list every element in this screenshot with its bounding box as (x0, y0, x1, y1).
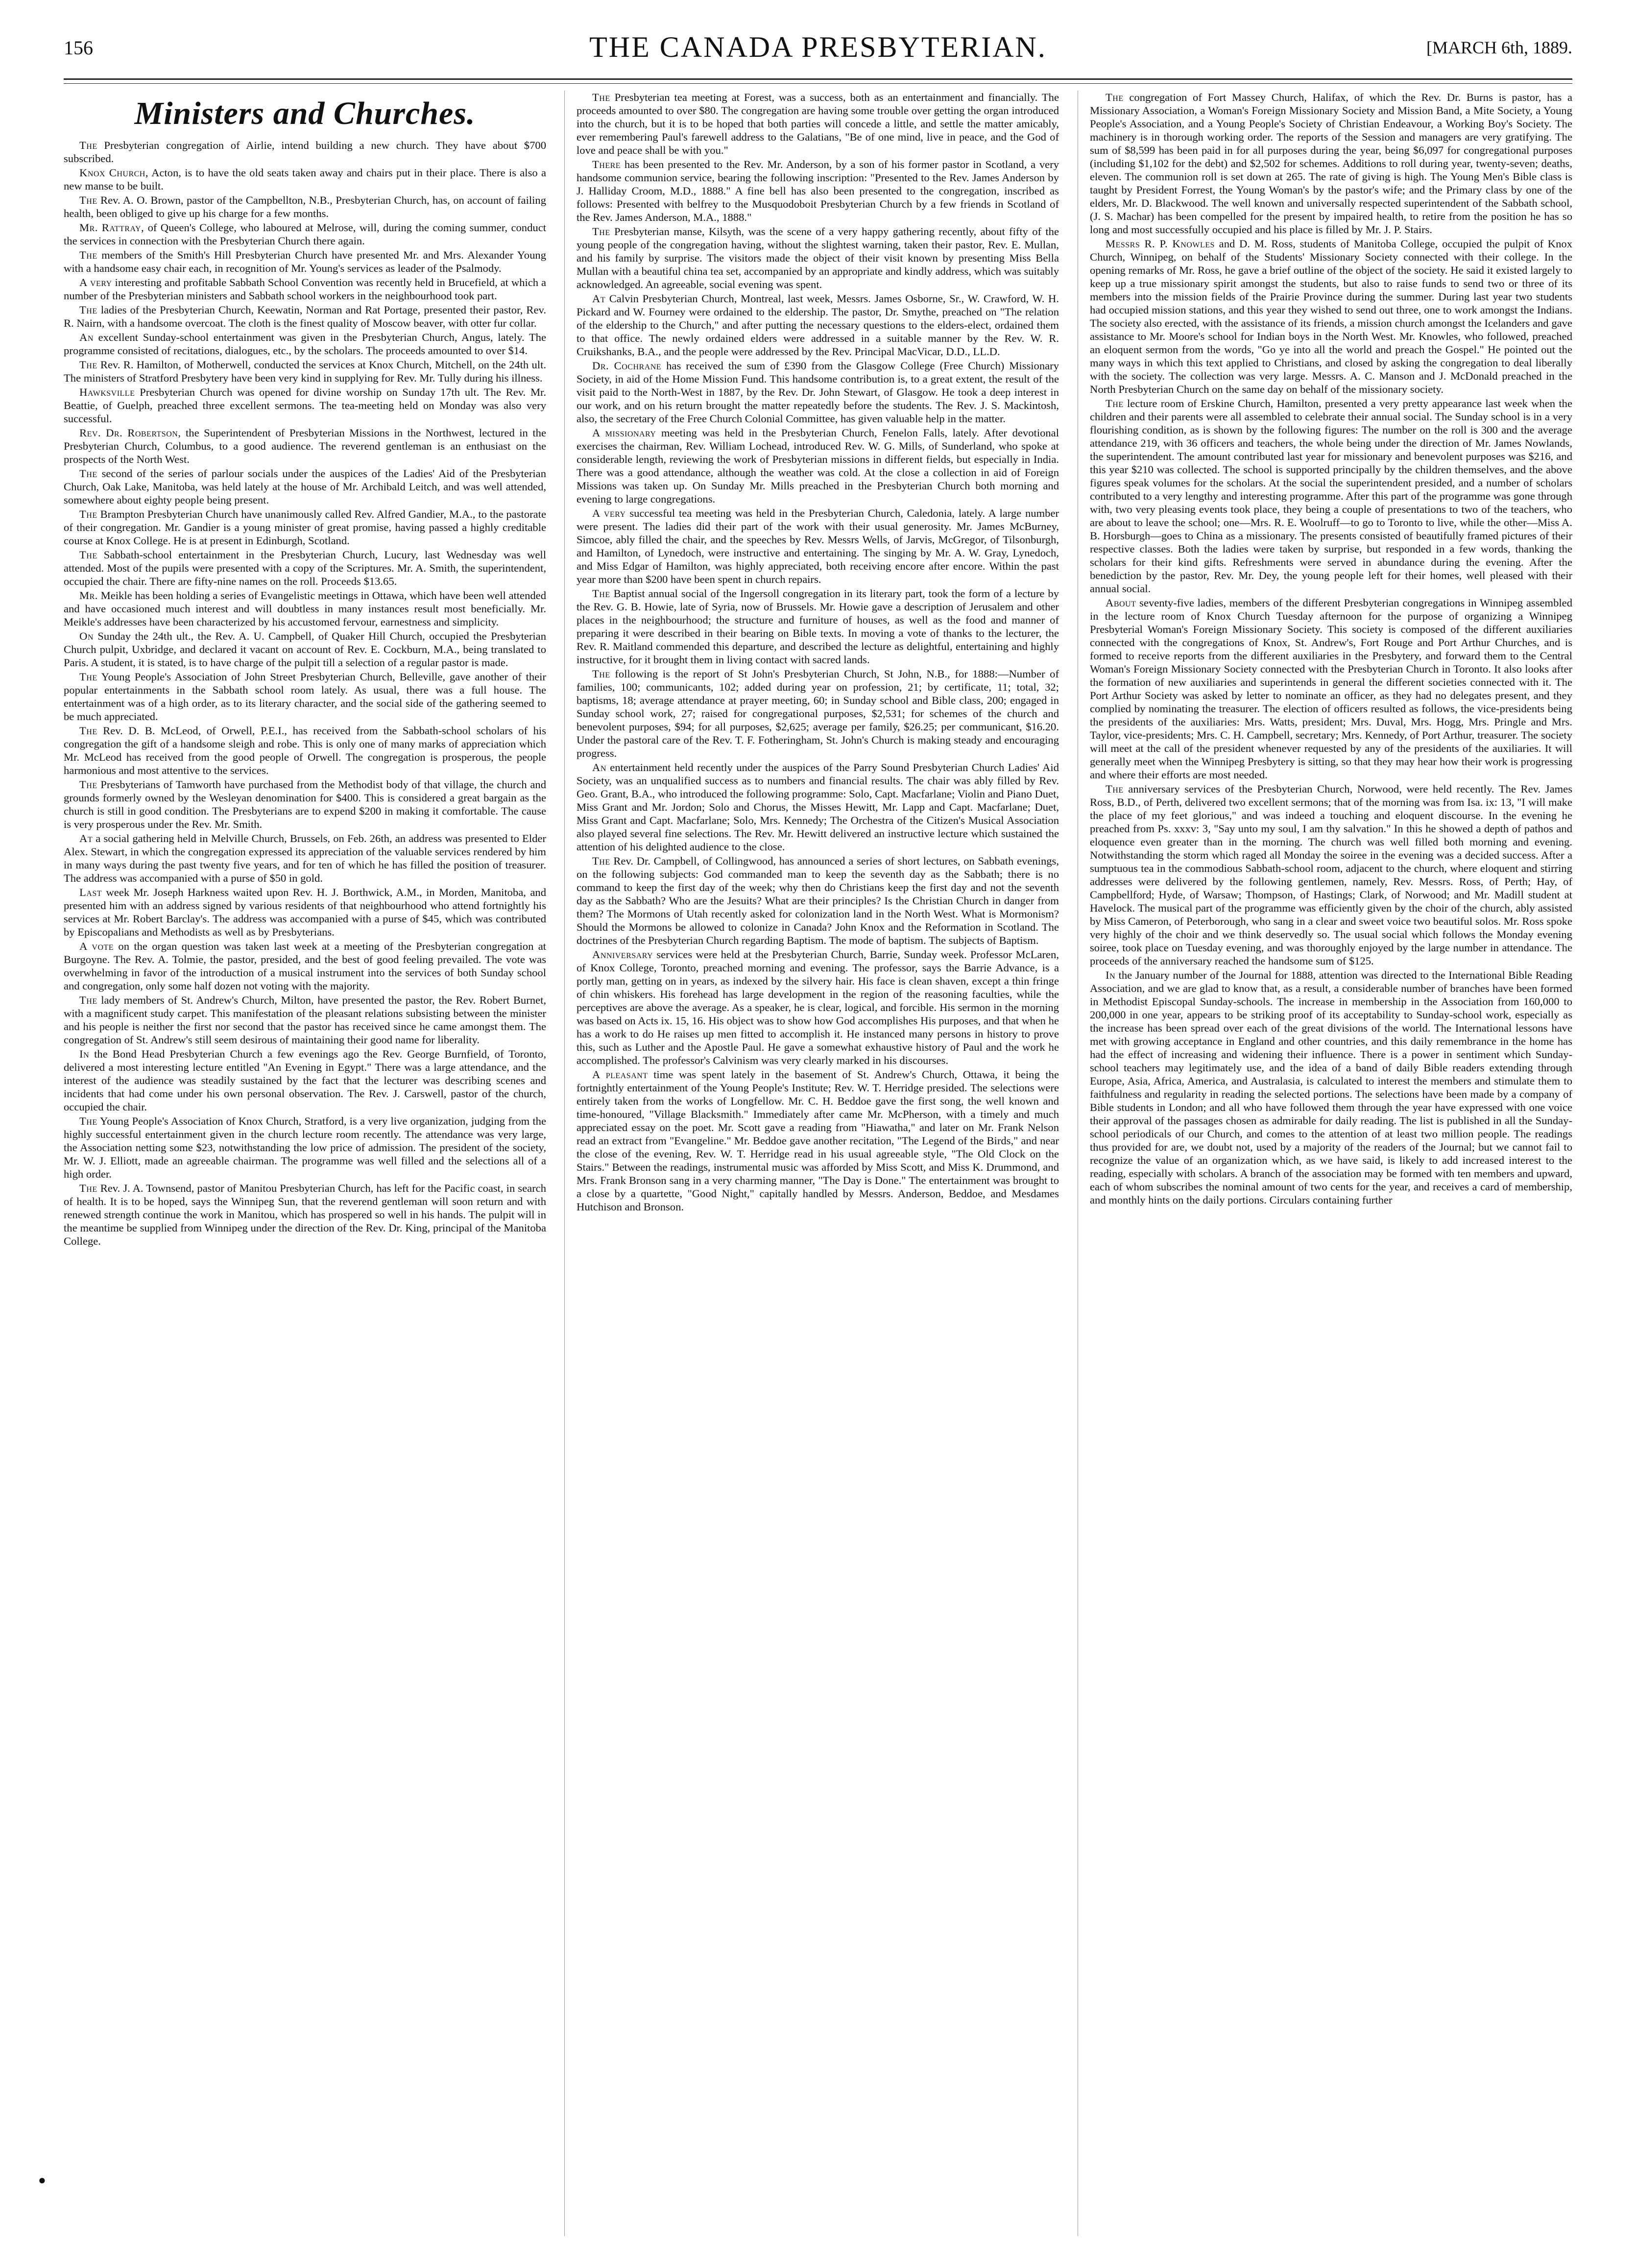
news-item-lead: In (1106, 969, 1116, 981)
news-item (577, 761, 1059, 853)
news-item (64, 276, 546, 302)
news-item (64, 358, 546, 385)
news-item-text: of Queen's College, who laboured at Melrose, will, during the coming summer, conduct the services in connection with the Presbyterian Church there again. (64, 221, 546, 247)
news-item (64, 993, 546, 1046)
news-item-text: services were held at the Presbyterian Church, Barrie, Sunday week. Professor McLaren, of Knox College, Toronto, preached morning and evening. The professor, says the Barrie Advance, is a portly man, getting on in years, as indexed by the silvery hair. His face is clean shaven, except a thin fringe of chin whiskers. His forehead has large development in the region of the reasoning faculties, while the perceptives are above the average. As a speaker, he is clear, logical, and forcible. His sermon in the morning was based on Acts ix. 15, 16. His object was to show how God accomplishes His purposes, and that when he has a work to do He raises up men fitted to accomplish it. He instanced many persons in history to prove this, such as Luther and the Apostle Paul. He gave a somewhat exhaustive history of Paul and the work he accomplished. The professor's Calvinism was very clearly marked in his discourses. (577, 948, 1059, 1066)
news-item-text: lady members of St. Andrew's Church, Milton, have presented the pastor, the Rev. Robert Burnet, with a magnificent study carpet. This manifestation of the pleasant relations subsisting between the minister and his people is neither the first nor second that the pastor has received since he came amongst them. The congregation of St. Andrew's still seem desirous of maintaining their good name for liberality. (64, 994, 546, 1046)
news-item-lead: Knox Church, (79, 167, 149, 179)
news-item (64, 724, 546, 777)
column-divider (564, 91, 565, 2236)
news-item-text: Rev. Dr. Campbell, of Collingwood, has announced a series of short lectures, on Sabbath evenings, on the following subjects: God commanded man to keep the seventh day as the Sabbath; there is no command to keep the first day of the week; why then do Christians keep the first day and not the seventh day as the Sabbath? Who are the Jesuits? What are their principles? Is the Christian Church in danger from them? The Mormons of Utah recently asked for colonization land in the North West. What is Mormonism? Should the Mormons be allowed to colonize in Canada? John Knox and the Reformation in Scotland. The doctrines of the Presbyterian Church regarding Baptism. The mode of baptism. The subjects of Baptism. (577, 855, 1059, 946)
news-item-text: Rev. R. Hamilton, of Motherwell, conducted the services at Knox Church, Mitchell, on the 24th ult. The ministers of Stratford Presbytery have been very kind in supplying for Rev. Mr. Tully during his illness. (64, 359, 546, 384)
news-item (577, 587, 1059, 666)
news-item-text: Presbyterians of Tamworth have purchased from the Methodist body of that village, the church and grounds formerly owned by the Wesleyan denomination for $400. This is considered a great bargain as the church is still in good condition. The Presbyterians are to expend $200 in making it comfortable. The cause is very prosperous under the Rev. Mr. Smith. (64, 778, 546, 830)
news-item-text: Rev. J. A. Townsend, pastor of Manitou Presbyterian Church, has left for the Pacific coast, in search of health. It is to be hoped, says the Winnipeg Sun, that the reverend gentleman will soon return and with renewed strength continue the work in Manitou, which has prospered so well in his hands. The pulpit will in the meantime be supplied from Winnipeg under the direction of the Rev. Dr. King, principal of the Manitoba College. (64, 1182, 546, 1247)
column-2-body (577, 91, 1059, 1213)
news-item-lead: The (79, 1182, 97, 1194)
news-item-lead: The (79, 508, 97, 520)
news-item (1090, 397, 1572, 595)
news-item (577, 507, 1059, 586)
news-item-lead: A pleasant (592, 1068, 648, 1081)
news-item-text: Meikle has been holding a series of Evangelistic meetings in Ottawa, which have been well attended and have occasioned much interest and will doubtless in many instances result most beneficially. Mr. Meikle's addresses have been characterized by his accustomed fervour, earnestness and simplicity. (64, 589, 546, 628)
news-item-text: time was spent lately in the basement of St. Andrew's Church, Ottawa, it being the fortnightly entertainment of the Young People's Institute; Rev. W. T. Herridge presided. The selections were entirely taken from the works of Longfellow. Mr. C. H. Beddoe gave the first song, the well known and time-honoured, "Village Blacksmith." Immediately after came Mr. McPherson, with a timely and much appreciated essay on the poet. Mr. Scott gave a reading from "Hiawatha," and later on Mr. Frank Nelson read an extract from "Evangeline." Mr. Beddoe gave another recitation, "The Legend of the Birds," and near the close of the evening, Rev. W. T. Herridge read in his usual agreeable style, "The Old Clock on the Stairs." Between the readings, instrumental music was afforded by Miss Scott, and Miss K. Drummond, and Mrs. Frank Bronson sang in a very charming manner, "The Day is Done." The entertainment was brought to a close by a quartette, "Good Night," capitally handled by Messrs. Anderson, Beddoe, and Mesdames Hutchison and Bronson. (577, 1068, 1059, 1213)
news-item-text: has received the sum of £390 from the Glasgow College (Free Church) Missionary Society, in aid of the Home Mission Fund. This handsome contribution is, to a great extent, the result of the visit paid to the North-West in 1887, by the Rev. Dr. John Stewart, of Glasgow. He took a deep interest in our work, and on his return brought the matter repeatedly before the students. The Rev. J. S. Mackintosh, also, the secretary of the Free Church Colonial Committee, has given valuable help in the matter. (577, 360, 1059, 425)
news-item-lead: Anniversary (592, 948, 653, 961)
news-item (64, 166, 546, 193)
news-item-lead: Mr. (79, 589, 98, 602)
news-item (577, 158, 1059, 224)
news-item (577, 1068, 1059, 1213)
news-item (64, 1047, 546, 1113)
news-item-lead: The (79, 194, 97, 206)
news-item-text: week Mr. Joseph Harkness waited upon Rev. H. J. Borthwick, A.M., in Morden, Manitoba, and presented him with an address signed by various residents of that neighbourhood who attend fortnightly his services at Mr. Robert Barclay's. The address was accompanied with a purse of $45, which was contributed by Episcopalians and Methodists as well as by Presbyterians. (64, 886, 546, 938)
news-item-text: lecture room of Erskine Church, Hamilton, presented a very pretty appearance last week when the children and their parents were all assembled to celebrate their annual social. The Sunday school is in a very flourishing condition, as is shown by the following figures: The number on the roll is 300 and the average attendance 219, with 36 officers and teachers, the whole being under the direction of Mr. James Nowlands, the superintendent. The amount contributed last year for missionary and benevolent purposes was $216, and this year $210 was collected. The school is supported principally by the children themselves, and the above figures speak volumes for the scholars. At the social the superintendent presided, and a number of scholars contributed to a very lengthy and interesting programme. After this part of the programme was gone through with, two very pleasing events took place, they being a couple of presentations to two of the teachers, who are about to leave the school; one—Mrs. R. E. Woolruff—to go to Toronto to live, while the other—Miss A. B. Horsburgh—goes to China as a missionary. The presents consisted of beautifully framed pictures of their respective classes. Both the ladies were taken by surprise, but responded in a few words, thanking the scholars for their kind gifts. Refreshments were served in abundance during the evening. After the benediction by the pastor, Rev. Mr. Dey, the young people left for their homes, well pleased with their annual social. (1090, 397, 1572, 595)
header-rule-thin (64, 83, 1572, 84)
news-item-text: excellent Sunday-school entertainment was given in the Presbyterian Church, Angus, lately. The programme consisted of recitations, dialogues, etc., by the scholars. The proceeds amounted to over $14. (64, 331, 546, 357)
news-item (64, 386, 546, 425)
news-item (64, 1114, 546, 1181)
news-item (64, 940, 546, 992)
news-item-lead: In (79, 1048, 90, 1060)
news-item-lead: The (79, 304, 97, 316)
news-item-lead: The (79, 671, 97, 683)
news-item (577, 225, 1059, 291)
news-item-lead: The (79, 724, 97, 737)
news-item-text: Young People's Association of John Street Presbyterian Church, Belleville, gave another of their popular entertainments in the Sabbath school room lately. As usual, there was a full house. The entertainment was of a high order, as to its literary character, and the social side of the gathering seemed to be much appreciated. (64, 671, 546, 723)
news-item-text: the Bond Head Presbyterian Church a few evenings ago the Rev. George Burnfield, of Toronto, delivered a most interesting lecture entitled "An Evening in Egypt." There was a large attendance, and the interest of the audience was steadily sustained by the fact that the lecturer was describing scenes and incidents that had come under his own personal observation. The Rev. J. Carswell, pastor of the church, occupied the chair. (64, 1048, 546, 1113)
news-item-text: Sabbath-school entertainment in the Presbyterian Church, Lucury, last Wednesday was well attended. Most of the pupils were presented with a copy of the Scriptures. Mr. A. Smith, the superintendent, occupied the chair. There are fifty-nine names on the roll. Proceeds $13.65. (64, 549, 546, 587)
news-item-lead: The (79, 359, 97, 371)
news-item-lead: A very (592, 507, 626, 519)
news-item-lead: At (592, 292, 606, 305)
news-item-text: anniversary services of the Presbyterian Church, Norwood, were held recently. The Rev. James Ross, B.D., of Perth, delivered two excellent sermons; that of the morning was from Isa. ix: 13, "I will make the place of my feet glorious," and was indeed a touching and eloquent discourse. In the evening he preached from Ps. xxxv: 3, "Say unto my soul, I am thy salvation." In this he showed a depth of pathos and eloquence even greater than in the morning. The church was well filled both morning and evening. Notwithstanding the storm which raged all Monday the soiree in the evening was a decided success. After a sumptuous tea in the commodious Sabbath-school room, adjacent to the church, where eloquent and stirring addresses were delivered by the following gentlemen, namely, Rev. Messrs. Ross, of Perth; Hay, of Campbellford; Hyde, of Warsaw; Thompson, of Hastings; Clark, of Norwood; and Mr. Madill student at Havelock. The musical part of the programme was efficiently given by the choir of the church, ably assisted by Miss Cameron, of Peterborough, who sang in a clear and sweet voice two beautiful solos. Mr. Ross spoke very highly of the choir and we think deservedly so. The usual social which follows the Monday evening soiree, took place on Tuesday evening, and was thoroughly enjoyed by the large number in attendance. The proceeds of the anniversary reached the handsome sum of $125. (1090, 783, 1572, 967)
news-item (1090, 596, 1572, 781)
news-item-lead: An (79, 331, 94, 343)
page-number: 156 (64, 37, 93, 59)
news-item-text: Presbyterian Church was opened for divine worship on Sunday 17th ult. The Rev. Mr. Beattie, of Guelph, preached three excellent sermons. The tea-meeting held on Monday was also very successful. (64, 386, 546, 425)
news-item-lead: A very (79, 276, 112, 289)
news-item-lead: The (1106, 783, 1124, 795)
news-item-lead: Rev. Dr. Robertson, (79, 427, 181, 439)
news-item-text: on the organ question was taken last week at a meeting of the Presbyterian congregation at Burgoyne. The Rev. A. Tolmie, the pastor, presided, and the best of good feeling prevailed. The vote was overwhelming in favor of the introduction of a musical instrument into the services of both Sunday school and congregation, only some half dozen not voting with the majority. (64, 940, 546, 992)
news-item-text: Presbyterian tea meeting at Forest, was a success, both as an entertainment and financially. The proceeds amounted to over $80. The congregation are having some trouble over getting the organ introduced into the church, but it is to be hoped that both parties will concede a little, and settle the matter amicably, ever remembering Paul's farewell address to the Galatians, "Be of one mind, live in peace, and the God of love and peace shall be with you." (577, 91, 1059, 156)
news-item-text: Acton, is to have the old seats taken away and chairs put in their place. There is also a new manse to be built. (64, 167, 546, 192)
news-item (64, 629, 546, 669)
news-item (64, 331, 546, 357)
news-item-lead: Last (79, 886, 102, 898)
news-item (577, 292, 1059, 358)
section-title: Ministers and Churches. (134, 96, 476, 131)
news-item-lead: The (592, 225, 610, 238)
news-item (64, 426, 546, 466)
news-item-lead: A missionary (592, 427, 656, 439)
news-item-text: Presbyterian manse, Kilsyth, was the scene of a very happy gathering recently, about fifty of the young people of the congregation having, without the slightest warning, taken their pastor, Rev. E. Mullan, and his family by surprise. The visitors made the object of their visit known by presenting Miss Bella Mullan with a beautiful china tea set, accompanied by an appropriate and kindly address, which was suitably acknowledged. An agreeable, social evening was spent. (577, 225, 1059, 290)
news-item-lead: An (592, 761, 606, 773)
news-item (1090, 782, 1572, 967)
news-item (64, 589, 546, 628)
news-item-text: Young People's Association of Knox Church, Stratford, is a very live organization, judging from the highly successful entertainment given in the church lecture room recently. The attendance was very large, the Association netting some $23, notwithstanding the low price of admission. The president of the society, Mr. W. J. Elliott, made an agreeable chairman. The programme was well filled and the selections all of a high order. (64, 1115, 546, 1180)
margin-bullet-mark: ● (38, 2173, 46, 2187)
news-item-text: Presbyterian congregation of Airlie, intend building a new church. They have about $700 subscribed. (64, 139, 546, 165)
news-item-text: the January number of the Journal for 1888, attention was directed to the International Bible Reading Association, and we are glad to know that, as a result, a considerable number of branches have been formed in Methodist Episcopal Sunday-schools. The increase in membership in the Association from 160,000 to 200,000 in one year, appears to be striking proof of its acceptability to Sunday-school work, especially as the increase has been spread over each of the great divisions of the world. The International lessons have met with growing acceptance in England and other countries, and this daily remembrance in the home has had the effect of increasing and widening their influence. There is a power in sentiment which Sunday-school teachers may legitimately use, and the idea of a band of daily Bible readers extending through Europe, Asia, Africa, America, and Australasia, is calculated to interest the members and stimulate them to faithfulness and regularity in reading the selected portions. The selections have been made by a company of Bible students in London; and all who have followed them through the year have expressed with one voice their approval of the passages chosen as admirable for daily reading. The list is published in all the Sunday-school periodicals of our Church, and comes to the attention of at least two million people. The readings thus provided for are, we doubt not, used by a majority of the readers of the Journal; but we cannot fail to recognize the value of an organization which, as we have said, is likely to add increased interest to the reading, especially with scholars. A branch of the association may be formed with ten members and upward, each of whom subscribes the nominal amount of two cents for the year, and receives a card of membership, and monthly hints on the daily portions. Circulars containing further (1090, 969, 1572, 1206)
news-item (64, 139, 546, 165)
news-item-text: following is the report of St John's Presbyterian Church, St John, N.B., for 1888:—Number of families, 100; communicants, 102; added during year on profession, 21; by certificate, 11; total, 32; baptisms, 18; average attendance at prayer meeting, 60; in Sunday school and Bible class, 200; engaged in Sunday school work, 27; raised for congregational purposes, $2,531; for schemes of the church and benevolent purposes, $94; for all purposes, $2,625; average per family, $26.25; per communicant, $16.20. Under the pastoral care of the Rev. T. F. Fotheringham, St. John's Church is making steady and encouraging progress. (577, 668, 1059, 759)
news-item-lead: At (79, 832, 93, 844)
news-item (64, 467, 546, 507)
news-item (577, 854, 1059, 947)
news-item (1090, 91, 1572, 236)
news-item-text: a social gathering held in Melville Church, Brussels, on Feb. 26th, an address was presented to Elder Alex. Stewart, in which the congregation expressed its appreciation of the valuable services rendered by him in many ways during the past twenty five years, and for ten of which he has filled the position of treasurer. The address was accompanied with a purse of $50 in gold. (64, 832, 546, 884)
news-item-lead: The (79, 549, 97, 561)
news-item-lead: The (592, 668, 610, 680)
news-item-text: Brampton Presbyterian Church have unanimously called Rev. Alfred Gandier, M.A., to the pastorate of their congregation. Mr. Gandier is a young minister of great promise, having passed a highly creditable course at Knox College. He is at present in Edinburgh, Scotland. (64, 508, 546, 547)
news-item-lead: Messrs R. P. Knowles (1106, 238, 1215, 250)
news-item (64, 670, 546, 723)
news-item-text: second of the series of parlour socials under the auspices of the Ladies' Aid of the Presbyterian Church, Oak Lake, Manitoba, was held lately at the house of Mr. Archibald Leitch, and was well attended, somewhere about eighty people being present. (64, 467, 546, 506)
news-item-lead: The (79, 467, 97, 480)
news-item-lead: The (79, 1115, 97, 1127)
news-item (64, 303, 546, 330)
news-item (64, 1182, 546, 1248)
news-item (64, 507, 546, 547)
news-item-lead: The (79, 139, 97, 151)
news-item-text: members of the Smith's Hill Presbyterian Church have presented Mr. and Mrs. Alexander Young with a handsome easy chair each, in recognition of Mr. Young's services as leader of the Psalmody. (64, 249, 546, 274)
news-item-text: and D. M. Ross, students of Manitoba College, occupied the pulpit of Knox Church, Winnipeg, on behalf of the Students' Missionary Society connected with their college. In the opening remarks of Mr. Ross, he gave a brief outline of the object of the society. He said it existed largely to keep up a true missionary spirit amongst the students, but also to raise funds to send two or three of its members into the mission fields of the Prairie Province during the summer. During last year two students had occupied mission stations, and this year they wished to send out three, one to work amongst the Indians. The society also erected, with the assistance of its friends, a mission church amongst the Icelanders and gave assistance to Mr. Moore's school for Indian boys in the North West. Mr. Knowles, who followed, preached an eloquent sermon from the words, "Go ye into all the world and preach the Gospel." He pointed out the many ways in which this text applied to Christians, and closed by asking the congregation to deal liberally with the society. The collection was very large. Messrs. A. C. Manson and J. McDonald preached in the North Presbyterian Church on the same day on behalf of the missionary society. (1090, 238, 1572, 395)
news-item-text: meeting was held in the Presbyterian Church, Fenelon Falls, lately. After devotional exercises the chairman, Rev. William Lochead, introduced Rev. W. G. Mills, of Sunderland, who spoke at considerable length, reviewing the work of Presbyterian missions in different fields, but especially in India. There was a good attendance, although the weather was cold. At the close a collection in aid of Foreign Missions was taken up. On Sunday Mr. Mills preached in the Presbyterian Church both morning and evening to large congregations. (577, 427, 1059, 505)
news-item (64, 193, 546, 220)
news-item-text: Sunday the 24th ult., the Rev. A. U. Campbell, of Quaker Hill Church, occupied the Presbyterian Church pulpit, Uxbridge, and declared it vacant on account of Rev. E. Cockburn, M.A., being translated to Paris. A student, it is stated, is to have charge of the pulpit till a selection of a regular pastor is made. (64, 630, 546, 669)
news-item-text: interesting and profitable Sabbath School Convention was recently held in Brucefield, at which a number of the Presbyterian ministers and Sabbath school workers in the neighbourhood took part. (64, 276, 546, 302)
column-3-body (1090, 91, 1572, 1206)
news-item (64, 778, 546, 831)
news-item (577, 91, 1059, 157)
news-item-lead: The (79, 994, 97, 1006)
news-item-lead: There (592, 158, 621, 170)
news-item (577, 948, 1059, 1067)
newspaper-title: THE CANADA PRESBYTERIAN. (589, 31, 1047, 63)
news-item (64, 548, 546, 588)
news-item (64, 832, 546, 885)
news-item-lead: The (1106, 91, 1124, 103)
news-item-text: successful tea meeting was held in the Presbyterian Church, Caledonia, lately. A large number were present. The ladies did their part of the work with their usual generosity. Mr. James McBurney, Simcoe, ably filled the chair, and the speeches by Rev. Messrs Wells, of Jarvis, McGregor, of Tilsonburgh, and Hamilton, of Lynedoch, were instructive and entertaining. The singing by Mr. A. W. Gray, Lynedoch, and Miss Edgar of Hamilton, was highly appreciated, both receiving encore after encore. Within the past year more than $200 have been spent in church repairs. (577, 507, 1059, 585)
news-item-text: ladies of the Presbyterian Church, Keewatin, Norman and Rat Portage, presented their pastor, Rev. R. Nairn, with a handsome overcoat. The cloth is the finest quality of Moscow beaver, with otter fur collar. (64, 304, 546, 329)
news-item-lead: Hawksville (79, 386, 135, 398)
news-item-lead: The (1106, 397, 1124, 410)
news-item-text: seventy-five ladies, members of the different Presbyterian congregations in Winnipeg assembled in the lecture room of Knox Church Tuesday afternoon for the purpose of organizing a Winnipeg Presbyterial Woman's Foreign Missionary Society. This society is composed of the different auxiliaries connected with the congregations of Knox, St. Andrew's, Fort Rouge and Port Arthur Churches, and is formed to receive reports from the different auxiliaries in the Presbytery, and forward them to the Central Woman's Foreign Missionary Society connected with the Presbyterian Church in Toronto. It also looks after the formation of new auxiliaries and superintends in general the different societies connected with it. The Port Arthur Society was asked by letter to nominate an officer, as they had no delegates present, and they complied by nominating the treasurer. The election of officers resulted as follows, the vice-presidents being the presidents of the auxiliaries: Mrs. Watts, president; Mrs. Duval, Mrs. Hogg, Mrs. Pringle and Mrs. Taylor, vice-presidents; Mrs. C. H. Campbell, secretary; Mrs. Kennedy, of Port Arthur, treasurer. The society will meet at the call of the president whenever requested by any of the presidents of the auxiliaries. It will generally meet when the Winnipeg Presbytery is sitting, so that they may hear how their work is progressing and where their efforts are most needed. (1090, 597, 1572, 781)
news-item (64, 221, 546, 247)
news-item-lead: The (592, 91, 610, 103)
news-item-lead: Dr. Cochrane (592, 360, 662, 372)
news-item-lead: The (592, 855, 610, 867)
news-item (577, 426, 1059, 506)
news-item-text: congregation of Fort Massey Church, Halifax, of which the Rev. Dr. Burns is pastor, has a Missionary Association, a Woman's Foreign Missionary Society and Mission Band, a Mite Society, a Young People's Association, and a Young People's Society of Christian Endeavour, a Working Boy's Society. The machinery is in thorough working order. The reports of the Session and managers are very gratifying. The sum of $8,599 has been paid in for all purposes during the year, being $6,097 for congregational purposes (including $1,102 for the debt) and $2,502 for schemes. Additions to roll during year, twenty-seven; deaths, eleven. The communion roll is set down at 265. The rate of giving is high. The Young Men's Bible class is taught by President Forrest, the Young Woman's by the pastor's wife; and the Primary class by one of the elders, Mr. D. Blackwood. The well known and universally respected superintendent of the Sabbath school, (J. S. Machar) has been compelled for the present by impaired health, to retire from the position he has so long and most successfully occupied and his place is filled by Mr. J. P. Stairs. (1090, 91, 1572, 236)
column-1-body (64, 139, 546, 1248)
news-item (64, 886, 546, 939)
column-2 (577, 91, 1059, 2246)
news-item-lead: The (79, 778, 97, 791)
news-item-lead: On (79, 630, 94, 642)
news-item-lead: The (79, 249, 97, 261)
news-item (1090, 968, 1572, 1206)
news-item-text: Calvin Presbyterian Church, Montreal, last week, Messrs. James Osborne, Sr., W. Crawford, W. H. Pickard and W. Fourney were ordained to the eldership. The pastor, Dr. Smythe, preached on "The relation of the eldership to the Church," and after putting the necessary questions to the elders-elect, ordained them to that office. The newly ordained elders were addressed in a suitable manner by the Rev. W. R. Cruikshanks, B.A., and the people were addressed by the Rev. Principal MacVicar, D.D., LL.D. (577, 292, 1059, 358)
news-item-text: entertainment held recently under the auspices of the Parry Sound Presbyterian Church Ladies' Aid Society, was an unqualified success as to numbers and financial results. The chair was ably filled by Rev. Geo. Grant, B.A., who introduced the following programme: Solo, Capt. Macfarlane; Violin and Piano Duet, Miss Grant and Mr. Jordon; Solo and Chorus, the Misses Hewitt, Mr. Lapp and Capt. Macfarlane; Duet, Miss Grant and Capt. Macfarlane; Solo, Mrs. Kennedy; The Orchestra of the Citizen's Musical Association also played several fine selections. The Rev. Mr. Hewitt delivered an instructive lecture which sustained the attention of his delighted audience to the close. (577, 761, 1059, 853)
news-item (1090, 237, 1572, 396)
news-item (577, 359, 1059, 425)
news-item (64, 248, 546, 275)
issue-date: [MARCH 6th, 1889. (1426, 38, 1572, 57)
header-rule (64, 78, 1572, 80)
news-item-text: Rev. D. B. McLeod, of Orwell, P.E.I., has received from the Sabbath-school scholars of his congregation the gift of a handsome sleigh and robe. This is only one of many marks of appreciation which Mr. McLeod has received from the good people of Orwell. The congregation is prosperous, the people harmonious and most attentive to the services. (64, 724, 546, 776)
news-item-text: the Superintendent of Presbyterian Missions in the Northwest, lectured in the Presbyterian Church, Columbus, to a good audience. The reverend gentleman is an enthusiast on the prospects of the North West. (64, 427, 546, 465)
news-item-lead: Mr. Rattray, (79, 221, 144, 234)
news-item-text: Rev. A. O. Brown, pastor of the Campbellton, N.B., Presbyterian Church, has, on account of failing health, been obliged to give up his charge for a few months. (64, 194, 546, 219)
news-item-lead: The (592, 587, 610, 600)
column-1 (64, 91, 546, 2246)
news-item-lead: About (1106, 597, 1136, 609)
news-item-text: has been presented to the Rev. Mr. Anderson, by a son of his former pastor in Scotland, a very handsome communion service, bearing the following inscription: "Presented to the Rev. James Anderson by J. Halliday Croom, M.D., 1888." A fine bell has also been presented to the congregation, inscribed as follows: Presented with belfrey to the Musquodoboit Presbyterian Church by a few friends in Scotland of the Rev. James Anderson, M.A., 1888." (577, 158, 1059, 223)
page-header (64, 30, 1572, 75)
news-item (577, 667, 1059, 760)
news-item-lead: A vote (79, 940, 114, 952)
column-3 (1090, 91, 1572, 2246)
news-item-text: Baptist annual social of the Ingersoll congregation in its literary part, took the form of a lecture by the Rev. G. B. Howie, late of Syria, now of Brussels. Mr. Howie gave a description of Jerusalem and other places in the neighbourhood; the structure and furniture of houses, as well as the food and manner of preparing it were described in their bearing on Bible texts. In moving a vote of thanks to the lecturer, the Rev. R. Maitland commended this departure, and described the lecture as delightful, entertaining and highly instructive, for it brought them in living contact with sacred lands. (577, 587, 1059, 666)
